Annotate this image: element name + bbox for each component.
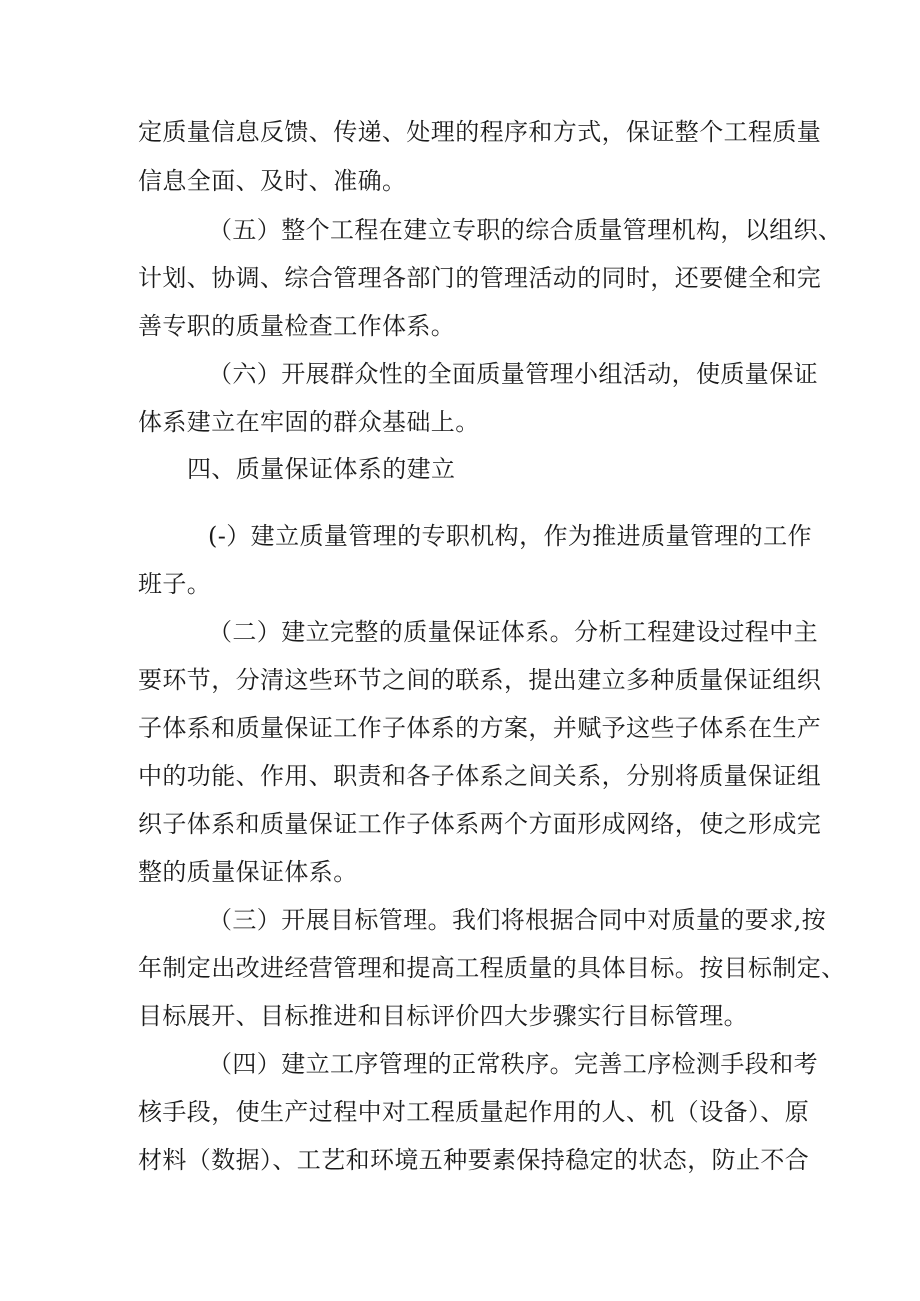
paragraph-line: (-）建立质量管理的专职机构，作为推进质量管理的工作 bbox=[208, 522, 812, 550]
section-heading: 四、质量保证体系的建立 bbox=[187, 455, 456, 483]
paragraph-line: 材料（数据）、工艺和环境五种要素保持稳定的状态，防止不合 bbox=[138, 1146, 810, 1174]
paragraph-line: 体系建立在牢固的群众基础上。 bbox=[138, 408, 480, 436]
paragraph-line: 班子。 bbox=[138, 570, 212, 598]
paragraph-line: 计划、协调、综合管理各部门的管理活动的同时，还要健全和完 bbox=[138, 264, 822, 292]
paragraph-line: 信息全面、及时、准确。 bbox=[138, 167, 407, 195]
paragraph-line: （五）整个工程在建立专职的综合质量管理机构，以组织、 bbox=[208, 216, 843, 244]
paragraph-line: 要环节，分清这些环节之间的联系，提出建立多种质量保证组织 bbox=[138, 666, 822, 694]
paragraph-line: 整的质量保证体系。 bbox=[138, 858, 358, 886]
paragraph-line: （二）建立完整的质量保证体系。分析工程建设过程中主 bbox=[208, 618, 818, 646]
paragraph-line: 子体系和质量保证工作子体系的方案，并赋予这些子体系在生产 bbox=[138, 714, 822, 742]
paragraph-line: 核手段，使生产过程中对工程质量起作用的人、机（设备）、原 bbox=[138, 1098, 810, 1126]
paragraph-line: 目标展开、目标推进和目标评价四大步骤实行目标管理。 bbox=[138, 1002, 748, 1030]
paragraph-line: 定质量信息反馈、传递、处理的程序和方式，保证整个工程质量 bbox=[138, 118, 822, 146]
paragraph-line: （六）开展群众性的全面质量管理小组活动，使质量保证 bbox=[208, 360, 818, 388]
paragraph-line: 年制定出改进经营管理和提高工程质量的具体目标。按目标制定、 bbox=[138, 954, 846, 982]
paragraph-line: 中的功能、作用、职责和各子体系之间关系，分别将质量保证组 bbox=[138, 762, 822, 790]
paragraph-line: （三）开展目标管理。我们将根据合同中对质量的要求,按 bbox=[208, 906, 827, 934]
paragraph-line: 织子体系和质量保证工作子体系两个方面形成网络，使之形成完 bbox=[138, 810, 822, 838]
paragraph-line: 善专职的质量检查工作体系。 bbox=[138, 312, 456, 340]
paragraph-line: （四）建立工序管理的正常秩序。完善工序检测手段和考 bbox=[208, 1050, 818, 1078]
